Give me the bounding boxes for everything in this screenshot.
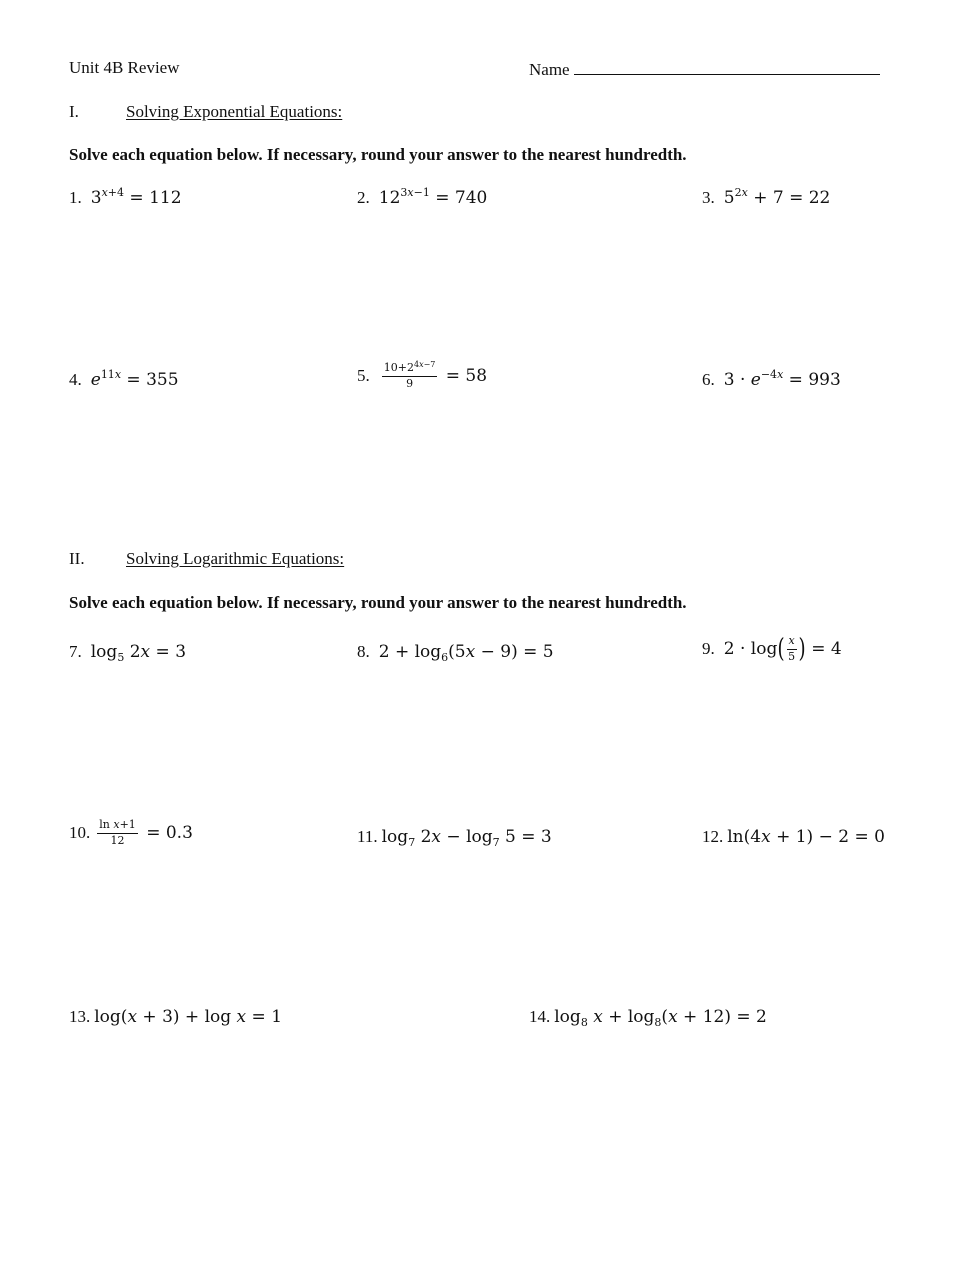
section2-instructions: Solve each equation below. If necessary, round your answer to the nearest hundredth.	[69, 593, 687, 612]
problem-13: 13. log(x + 3) + log x = 1	[69, 1007, 283, 1027]
problem-3: 3. $5^{2x} + 7 = 22$	[702, 186, 831, 208]
section2-title: Solving Logarithmic Equations:	[126, 549, 345, 568]
problem-number: 8.	[357, 642, 370, 661]
problem-4: 4. $e^{11x} = 355$	[69, 368, 179, 390]
problem-1: 1. $3^{x+4} = 112$	[69, 186, 182, 208]
problem-5: 5. $\frac{10+2^{4x-7}}{9}$ = 58	[357, 360, 488, 390]
problem-10: 10. $\frac{\text{ln x+1}}{12}$ = 0.3	[69, 818, 193, 847]
problem-8: 8. $2 + \log_6(5x - 9) = 5$	[357, 642, 554, 664]
problem-number: 13.	[69, 1007, 91, 1026]
name-field	[529, 58, 880, 80]
problem-6: 6. $3 \cdot e^{-4x} = 993$	[702, 368, 841, 390]
problem-2: 2. $12^{3x-1} = 740$	[357, 186, 488, 208]
problem-14: 14. $\log_8 x + \log_8(x + 12) = 2$	[529, 1007, 767, 1029]
section2-numeral: II.	[69, 549, 85, 568]
name-label: Name	[529, 60, 570, 79]
problem-number: 3.	[702, 188, 715, 207]
problem-number: 5.	[357, 365, 370, 385]
problem-number: 10.	[69, 822, 91, 842]
section1-title: Solving Exponential Equations:	[126, 102, 343, 121]
section1-instructions: Solve each equation below. If necessary, round your answer to the nearest hundredth.	[69, 145, 687, 164]
unit-title: Unit 4B Review	[69, 58, 180, 77]
problem-12: 12. ln(4x + 1) − 2 = 0	[702, 827, 885, 847]
problem-number: 2.	[357, 188, 370, 207]
problem-11: 11. $\log_7 2x - \log_7 5 = 3$	[357, 827, 552, 849]
problem-number: 7.	[69, 642, 82, 661]
problem-number: 14.	[529, 1007, 551, 1026]
problem-number: 4.	[69, 370, 82, 389]
name-blank-line	[574, 58, 880, 75]
problem-number: 1.	[69, 188, 82, 207]
section1-numeral: I.	[69, 102, 79, 121]
problem-number: 9.	[702, 638, 715, 658]
problem-number: 12.	[702, 827, 724, 846]
problem-number: 6.	[702, 370, 715, 389]
problem-number: 11.	[357, 827, 378, 846]
problem-7: 7. $\log_5 2x = 3$	[69, 642, 187, 664]
problem-9: 9. 2 · log( $\frac{x}{5}$ ) = 4	[702, 633, 842, 664]
